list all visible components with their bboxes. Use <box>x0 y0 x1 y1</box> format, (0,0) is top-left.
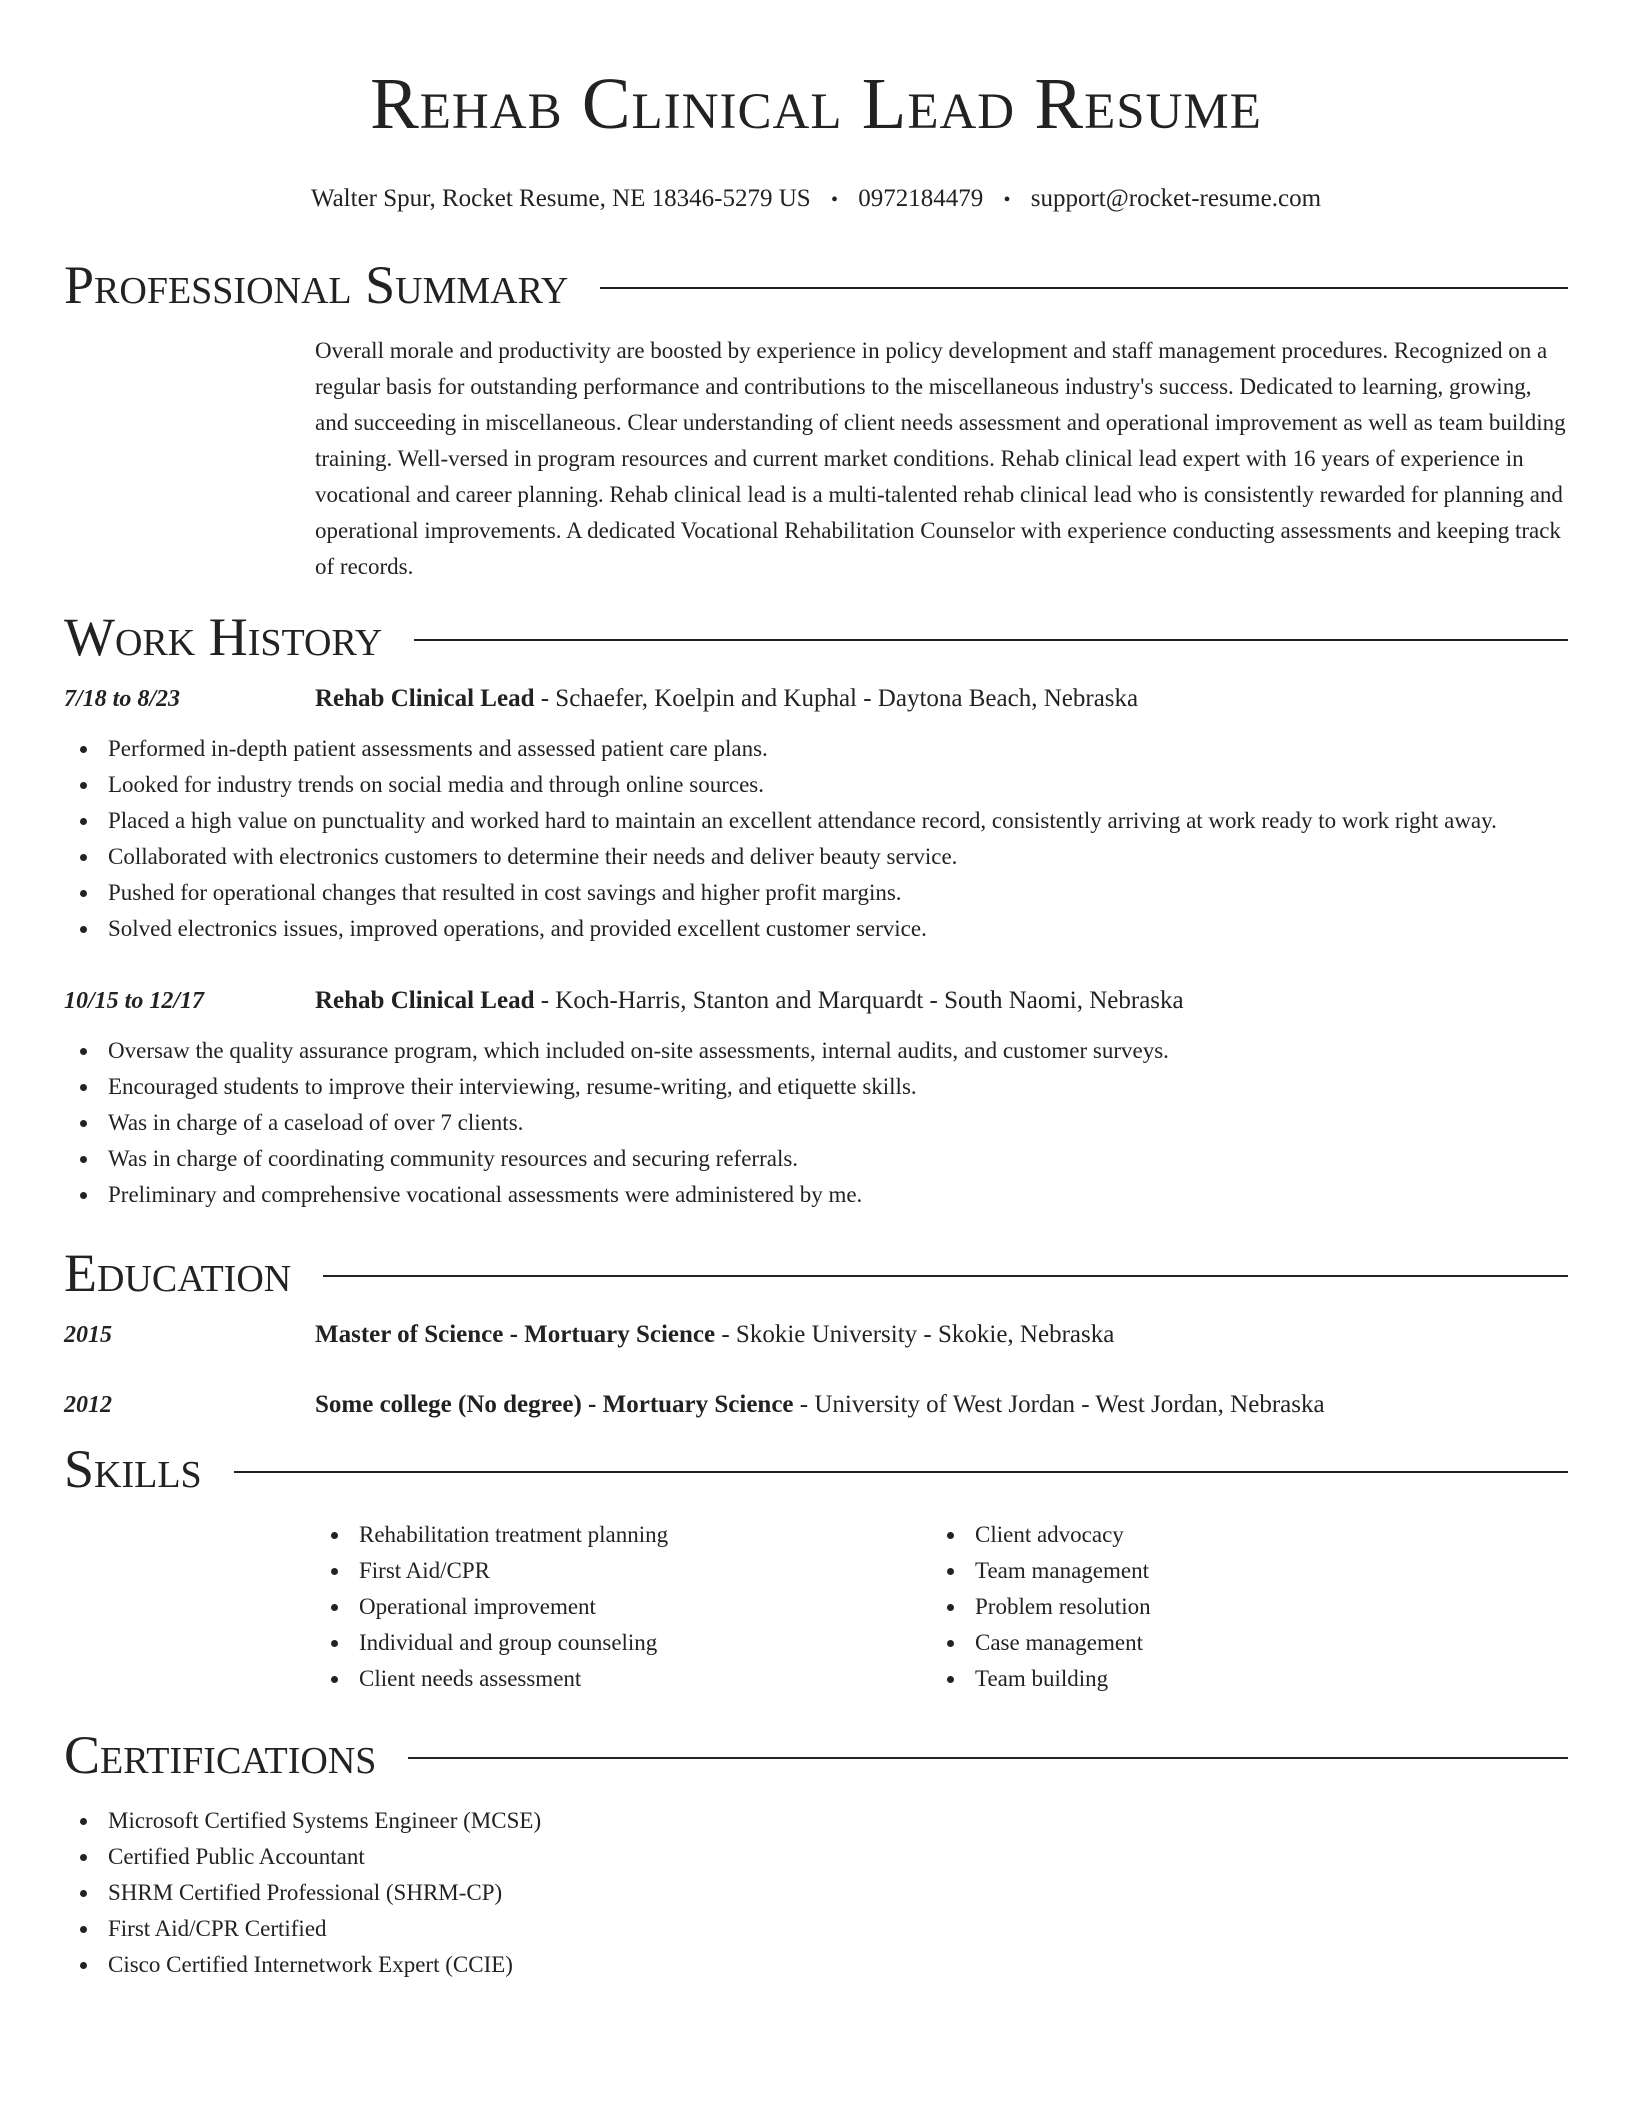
section-title-skills: Skills <box>64 1439 202 1499</box>
skills-column-right <box>931 1517 1547 1697</box>
section-header-certifications <box>64 1723 1568 1787</box>
section-title-work: Work History <box>64 607 383 667</box>
job-title-line <box>315 681 1138 717</box>
section-divider <box>600 287 1568 289</box>
education-year: 2012 <box>64 1392 112 1418</box>
section-title-certifications: Certifications <box>64 1725 377 1785</box>
education-line <box>315 1317 1114 1353</box>
education-entry <box>64 1387 1568 1423</box>
skill-item: Individual and group counseling <box>315 1625 931 1661</box>
education-line <box>315 1387 1325 1423</box>
certification-item: First Aid/CPR Certified <box>64 1911 1568 1947</box>
section-divider <box>408 1757 1568 1759</box>
section-divider <box>414 639 1568 641</box>
job-dates: 7/18 to 8/23 <box>64 686 181 712</box>
section-header-work <box>64 605 1568 669</box>
skill-item: Operational improvement <box>315 1589 931 1625</box>
education-degree: Some college (No degree) - Mortuary Science <box>315 1391 794 1418</box>
section-title-summary: Professional Summary <box>64 255 569 315</box>
skill-item: Team building <box>931 1661 1547 1697</box>
skill-item: Client advocacy <box>931 1517 1547 1553</box>
contact-phone: 0972184479 <box>858 185 984 212</box>
certification-item: Certified Public Accountant <box>64 1839 1568 1875</box>
job-bullet: Preliminary and comprehensive vocational assessments were administered by me. <box>64 1177 1568 1213</box>
skills-list <box>315 1517 1568 1697</box>
education-degree: Master of Science - Mortuary Science <box>315 1321 716 1348</box>
job-bullet: Solved electronics issues, improved operations, and provided excellent customer service. <box>64 911 1568 947</box>
education-entry <box>64 1317 1568 1353</box>
job-employer: - Koch-Harris, Stanton and Marquardt - South Naomi, Nebraska <box>534 987 1184 1014</box>
certification-item: Microsoft Certified Systems Engineer (MCSE) <box>64 1803 1568 1839</box>
certification-item: SHRM Certified Professional (SHRM-CP) <box>64 1875 1568 1911</box>
resume-title: Rehab Clinical Lead Resume <box>370 63 1262 144</box>
job-entry <box>64 681 1568 947</box>
job-bullet: Placed a high value on punctuality and worked hard to maintain an excellent attendance record, consistently arriving at work ready to work right away. <box>64 803 1568 839</box>
job-bullets <box>64 731 1568 947</box>
job-employer: - Schaefer, Koelpin and Kuphal - Daytona Beach, Nebraska <box>534 685 1139 712</box>
job-title: Rehab Clinical Lead <box>315 987 535 1014</box>
summary-text: Overall morale and productivity are boosted by experience in policy development and staff management procedures. Recognized on a regular basis for outstanding performance and contributions to the miscellaneous industry's success. Dedicated to learning, growing, and succeeding in miscellaneous. Clear understanding of client needs assessment and operational improvement as well as team building training. Well-versed in program resources and current market conditions. Rehab clinical lead expert with 16 years of experience in vocational and career planning. Rehab clinical lead is a multi-talented rehab clinical lead who is consistently rewarded for planning and operational improvements. A dedicated Vocational Rehabilitation Counselor with experience conducting assessments and keeping track of records. <box>315 338 1566 579</box>
job-dates: 10/15 to 12/17 <box>64 988 205 1014</box>
certifications-list <box>64 1803 1568 1983</box>
contact-address: Walter Spur, Rocket Resume, NE 18346-5279 US <box>310 185 811 212</box>
skill-item: Rehabilitation treatment planning <box>315 1517 931 1553</box>
skill-item: Team management <box>931 1553 1547 1589</box>
job-bullet: Was in charge of a caseload of over 7 clients. <box>64 1105 1568 1141</box>
section-divider <box>234 1471 1568 1473</box>
section-title-education: Education <box>64 1243 292 1303</box>
job-bullets <box>64 1033 1568 1213</box>
section-header-skills <box>64 1437 1568 1501</box>
section-header-education <box>64 1241 1568 1305</box>
contact-email: support@rocket-resume.com <box>1030 185 1322 212</box>
job-bullet: Was in charge of coordinating community resources and securing referrals. <box>64 1141 1568 1177</box>
skill-item: First Aid/CPR <box>315 1553 931 1589</box>
job-header <box>64 681 1568 717</box>
job-bullet: Collaborated with electronics customers to determine their needs and deliver beauty service. <box>64 839 1568 875</box>
job-bullet: Looked for industry trends on social media and through online sources. <box>64 767 1568 803</box>
job-bullet: Pushed for operational changes that resulted in cost savings and higher profit margins. <box>64 875 1568 911</box>
job-entry <box>64 983 1568 1213</box>
job-bullet: Performed in-depth patient assessments and assessed patient care plans. <box>64 731 1568 767</box>
skills-column-left <box>315 1517 931 1697</box>
certification-item: Cisco Certified Internetwork Expert (CCIE) <box>64 1947 1568 1983</box>
job-bullet: Oversaw the quality assurance program, which included on-site assessments, internal audits, and customer surveys. <box>64 1033 1568 1069</box>
contact-separator: • <box>1003 189 1011 211</box>
skill-item: Client needs assessment <box>315 1661 931 1697</box>
job-title-line <box>315 983 1184 1019</box>
section-header-summary <box>64 253 1568 317</box>
skill-item: Case management <box>931 1625 1547 1661</box>
job-bullet: Encouraged students to improve their interviewing, resume-writing, and etiquette skills. <box>64 1069 1568 1105</box>
education-year: 2015 <box>64 1322 112 1348</box>
job-title: Rehab Clinical Lead <box>315 685 535 712</box>
contact-separator: • <box>830 189 838 211</box>
section-divider <box>323 1275 1568 1277</box>
education-school: - Skokie University - Skokie, Nebraska <box>715 1321 1115 1348</box>
skill-item: Problem resolution <box>931 1589 1547 1625</box>
job-header <box>64 983 1568 1019</box>
contact-line <box>64 182 1568 217</box>
education-school: - University of West Jordan - West Jordan, Nebraska <box>793 1391 1325 1418</box>
